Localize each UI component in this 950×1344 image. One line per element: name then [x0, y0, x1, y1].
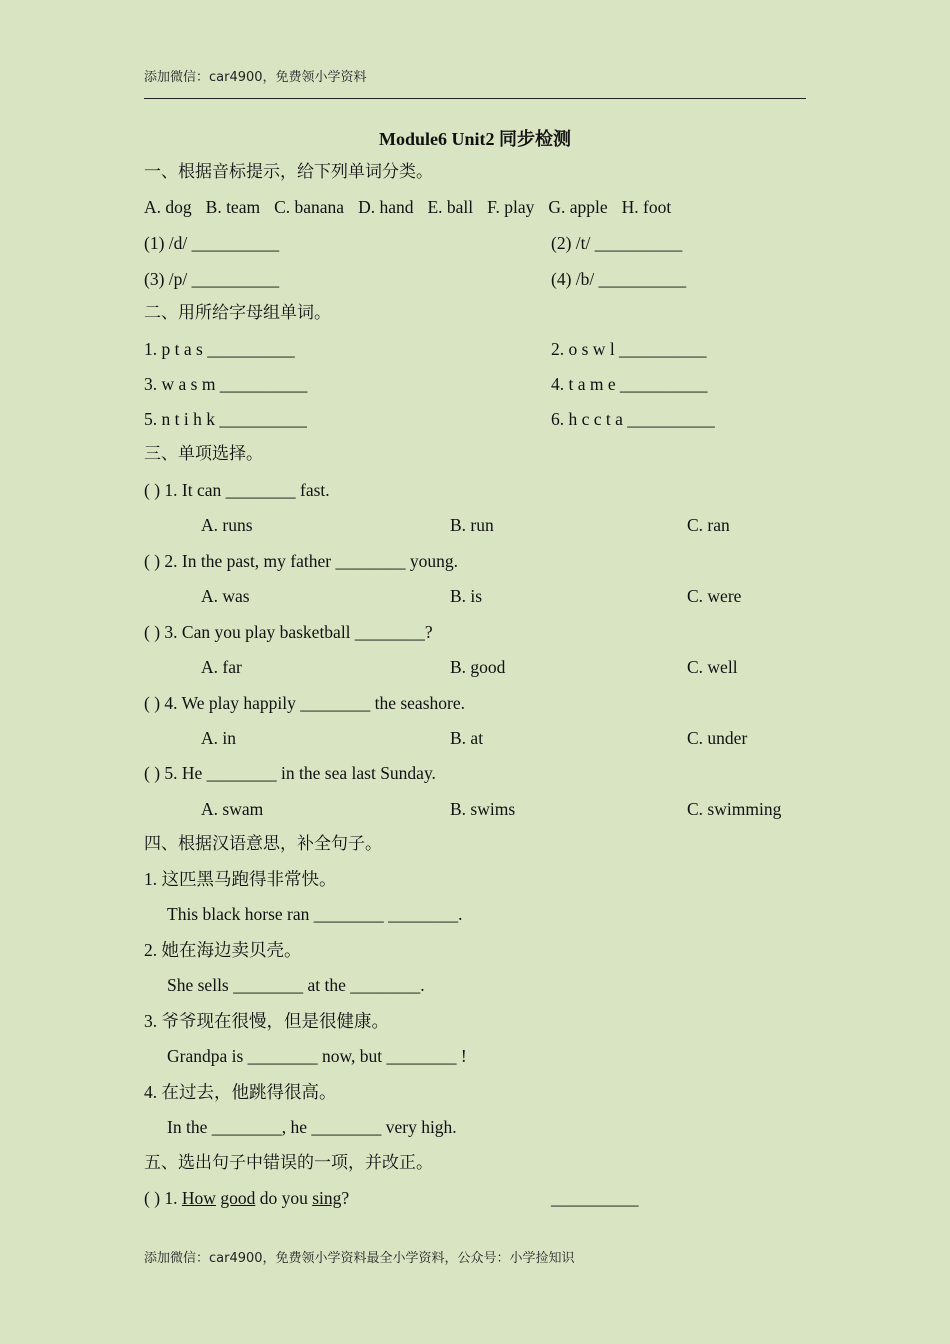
question-text: ? [341, 1188, 350, 1208]
header-divider [144, 98, 806, 99]
phonics-question: (4) /b/ __________ [551, 269, 687, 289]
page-header: 添加微信：car4900，免费领小学资料 [144, 70, 367, 85]
choice-option: C. well [687, 657, 738, 677]
phonics-question: (2) /t/ __________ [551, 233, 683, 253]
page-title: Module6 Unit2 同步检测 [378, 129, 571, 149]
section-5-heading: 五、选出句子中错误的一项，并改正。 [144, 1153, 433, 1173]
english-fill-sentence: This black horse ran ________ ________. [167, 904, 463, 924]
word-item: G. apple [548, 197, 608, 217]
word-item: F. play [487, 197, 535, 217]
chinese-prompt: 3. 爷爷现在很慢，但是很健康。 [144, 1011, 389, 1031]
choice-option: C. under [687, 728, 748, 748]
choice-question-stem: ( ) 2. In the past, my father ________ young. [144, 551, 458, 571]
word-item: H. foot [621, 197, 672, 217]
word-item: D. hand [358, 197, 414, 217]
choice-option: A. was [201, 586, 250, 606]
page-footer: 添加微信：car4900，免费领小学资料最全小学资料，公众号：小学捡知识 [144, 1251, 575, 1266]
chinese-prompt: 2. 她在海边卖贝壳。 [144, 940, 302, 960]
section-1-heading: 一、根据音标提示，给下列单词分类。 [144, 162, 433, 182]
word-list [144, 196, 671, 218]
section-3-heading: 三、单项选择。 [144, 444, 263, 464]
word-item: A. dog [144, 197, 192, 217]
word-item: E. ball [427, 197, 474, 217]
choice-option: B. run [450, 515, 494, 535]
choice-option: C. swimming [687, 799, 782, 819]
choice-question-stem: ( ) 4. We play happily ________ the seashore. [144, 693, 465, 713]
spelling-question: 6. h c c t a __________ [551, 409, 715, 429]
question-prefix: ( ) 1. [144, 1188, 182, 1208]
spelling-question: 2. o s w l __________ [551, 339, 707, 359]
choice-option: B. at [450, 728, 484, 748]
choice-option: B. good [450, 657, 506, 677]
phonics-question: (1) /d/ __________ [144, 233, 280, 253]
choice-option: B. swims [450, 799, 516, 819]
phonics-question: (3) /p/ __________ [144, 269, 280, 289]
choice-option: A. far [201, 657, 242, 677]
choice-question-stem: ( ) 5. He ________ in the sea last Sunday. [144, 763, 436, 783]
spelling-question: 5. n t i h k __________ [144, 409, 307, 429]
section-4-heading: 四、根据汉语意思，补全句子。 [144, 834, 382, 854]
english-fill-sentence: She sells ________ at the ________. [167, 975, 425, 995]
english-fill-sentence: In the ________, he ________ very high. [167, 1117, 457, 1137]
choice-option: B. is [450, 586, 483, 606]
error-correction-question [144, 1187, 349, 1209]
answer-blank: __________ [551, 1188, 639, 1208]
underlined-option: good [220, 1188, 256, 1208]
choice-option: C. ran [687, 515, 730, 535]
spelling-question: 1. p t a s __________ [144, 339, 295, 359]
underlined-option: sing [312, 1188, 342, 1208]
choice-option: C. were [687, 586, 742, 606]
choice-option: A. in [201, 728, 236, 748]
choice-option: A. runs [201, 515, 253, 535]
spelling-question: 4. t a m e __________ [551, 374, 708, 394]
english-fill-sentence: Grandpa is ________ now, but ________ ! [167, 1046, 467, 1066]
word-item: B. team [205, 197, 261, 217]
choice-question-stem: ( ) 3. Can you play basketball ________? [144, 622, 433, 642]
chinese-prompt: 4. 在过去，他跳得很高。 [144, 1082, 337, 1102]
chinese-prompt: 1. 这匹黑马跑得非常快。 [144, 869, 337, 889]
section-2-heading: 二、用所给字母组单词。 [144, 303, 331, 323]
question-text: do you [255, 1188, 313, 1208]
word-item: C. banana [274, 197, 345, 217]
choice-option: A. swam [201, 799, 264, 819]
spelling-question: 3. w a s m __________ [144, 374, 308, 394]
underlined-option: How [181, 1188, 216, 1208]
choice-question-stem: ( ) 1. It can ________ fast. [144, 480, 330, 500]
